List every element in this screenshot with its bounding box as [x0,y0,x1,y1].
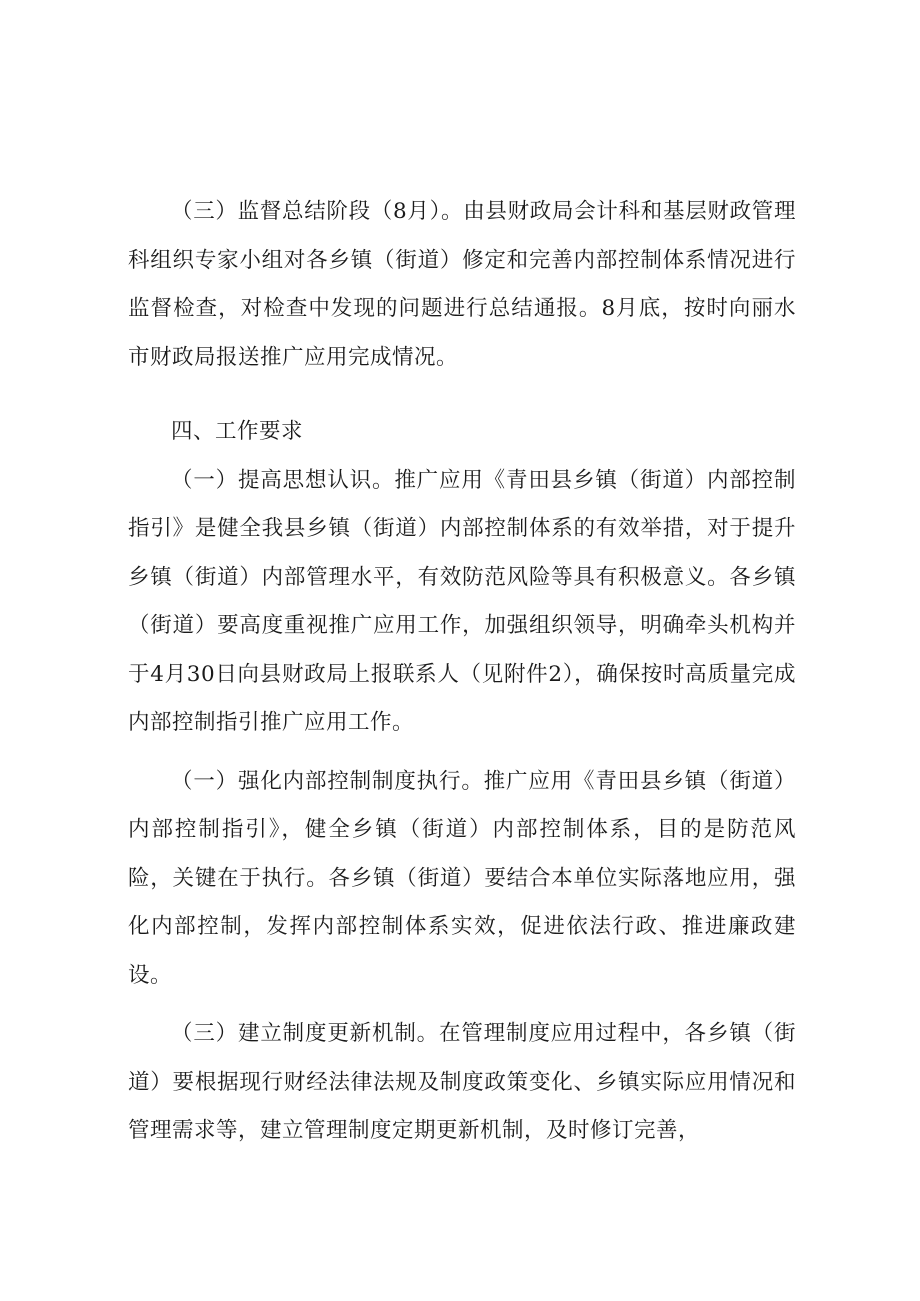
paragraph-supervision-summary-stage: （三）监督总结阶段（8月）。由县财政局会计科和基层财政管理科组织专家小组对各乡镇（街道）修定和完善内部控制体系情况进行监督检查，对检查中发现的问题进行总结通报。8月底，按时向丽水市财政局报送推广应用完成情况。 [128,199,796,370]
paragraph-update-mechanism: （三）建立制度更新机制。在管理制度应用过程中，各乡镇（街道）要根据现行财经法律法规及制度政策变化、乡镇实际应用情况和管理需求等，建立管理制度定期更新机制，及时修订完善， [128,1021,796,1143]
paragraph-strengthen-execution: （一）强化内部控制制度执行。推广应用《青田县乡镇（街道）内部控制指引》，健全乡镇（街道）内部控制体系，目的是防范风险，关键在于执行。各乡镇（街道）要结合本单位实际落地应用，强化内部控制，发挥内部控制体系实效，促进依法行政、推进廉政建设。 [128,768,796,988]
paragraph-raise-awareness: （一）提高思想认识。推广应用《青田县乡镇（街道）内部控制指引》是健全我县乡镇（街道）内部控制体系的有效举措，对于提升乡镇（街道）内部管理水平，有效防范风险等具有积极意义。各乡镇（街道）要高度重视推广应用工作，加强组织领导，明确牵头机构并于4月30日向县财政局上报联系人（见附件2），确保按时高质量完成内部控制指引推广应用工作。 [128,467,796,735]
document-body [128,188,796,1156]
section-heading-work-requirements: 四、工作要求 [171,419,304,444]
